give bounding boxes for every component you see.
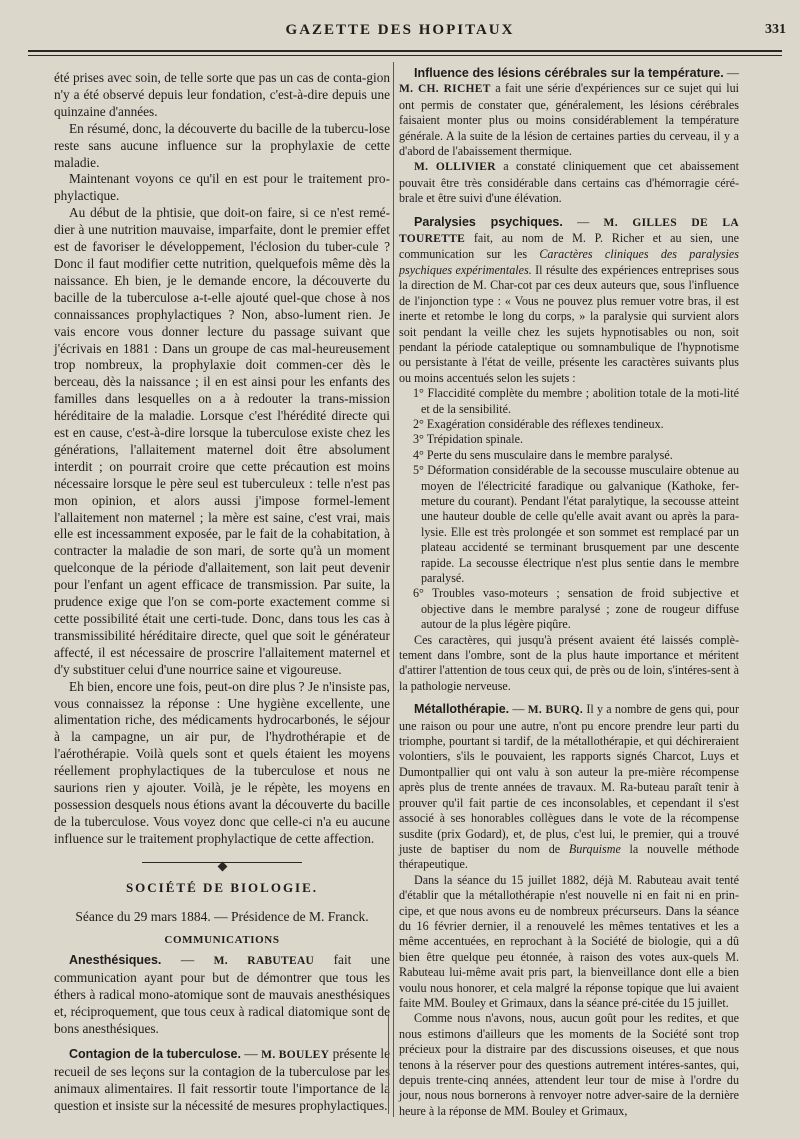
item-text: fait, au nom de M. P. Richer et au sien, une communication sur les [399,231,739,262]
paragraph: Comme nous n'avons, nous, aucun goût pour les redites, et que nous estimons d'ailleurs que les moments de la Société sont trop précieux pour la distraire par des discussions oiseuses, et que nous tenons à la réserver pour des questions autrement intéres-santes, qui, depuis trente-cinq années, attendent leur tour de mise à l'ordre du jour, nous nous bornerons à renvoyer notre adver-saire de la dernière heure à la réponse de MM. Bouley et Grimaux, [399,1011,739,1118]
newspaper-title: GAZETTE DES HOPITAUX [285,22,515,38]
list-item: 3° Trépidation spinale. [413,432,523,447]
list-item: 6° Troubles vaso-moteurs ; sensation de froid subjective et objective dans le membre paralysé ; zone de rougeur diffuse autour de la plus légère piqûre. [413,586,739,632]
communication-anesthesiques: Anesthésiques. — M. RABUTEAU fait une communication ayant pour but de démontrer que tous les éthers à radical mono-atomique sont de mauvais anesthésiques et, réciproquement, que tous ceux à radical diatomique sont de bons anesthésiques. [54,952,390,1037]
header-rule-thin [28,55,782,56]
paragraph: Au début de la phtisie, que doit-on faire, si ce n'est remé-dier à une nutrition mauvaise, imparfaite, dont le premier effet est de favoriser le développement, l'éclosion du tuber-cule ? Donc il faut modifier cette nutrition, quelquefois même dès la naissance. Eh bien, je le demande encore, la découverte du bacille de la tuberculose a-t-elle ajouté quel-que chose à nos connaissances prophylactiques ? Non, abso-lument rien. Je vais encore vous donner lecture du passage suivant que j'écrivais en 1881 : Dans un groupe de cas mal-heureusement trop nombreux, la prophylaxie doit commen-cer dès le berceau, dès la naissance ; il en est ainsi pour les enfants des familles dans lesquelles on a à redouter la trans-mission héréditaire de la maladie. Lorsque c'est l'hérédité directe qui est en cause, c'est-à-dire lorsque la tuberculose existe chez les générations, l'allaitement maternel doit être absolument interdit ; on pourrait croire que cette précaution est moins nécessaire lorsque le père seul est tuberculeux : telle n'est pas mon opinion, et alors aussi j'impose formel-lement l'allaitement non maternel ; la mère est saine, c'est vrai, mais elle est incessamment exposée, par le fait de la cohabitation, à contracter la maladie de son mari, de sorte qu'à un moment quelconque de la période d'allaitement, son lait peut devenir pour l'enfant un agent efficace de transmission. Par suite, la prudence exige que l'on se com-porte exactement comme si cette possibilité était une certi-tude. Donc, dans tous les cas à transmissibilité héréditaire directe, quel que soit le générateur affecté, il est nécessaire de proscrire l'allaitement maternel et d'y substituer celui d'une nourrice saine et vigoureuse. [54,205,390,677]
communications-heading: COMMUNICATIONS [164,933,280,946]
communication-ollivier [399,159,739,206]
item-author: M. CH. RICHET [399,83,491,96]
page-number: 331 [765,22,786,37]
item-italic-term: Burquisme [568,841,621,856]
paragraph: été prises avec soin, de telle sorte que pas un cas de conta-gion n'y a été observé depuis leur fondation, c'est-à-dire depuis une quinzaine d'années. [54,70,390,119]
communication-metallotherapie: Métallothérapie. — M. BURQ. Il y a nombre de gens qui, pour une raison ou pour une autre, n'ont pu encore prendre leur parti du triomphe, pourtant si tardif, de la métallothérapie, et qui déchireraient volontiers, s'ils le pouvaient, les rapports signés Charcot, Luys et Dumontpallier qui ont valu à son auteur la pre-mière récompense après plus de trente années de travaux. M. Ra-buteau paraît tenir à prouver qu'il fait partie de ces inconsolables, et cependant il s'est associé à ses honorables collègues dans le vote de la récompense susdite (prix Godard), et, de plus, c'est lui, le premier, qui a trouvé juste de baptiser du nom de Burquisme la nouvelle méthode thérapeutique. [399,702,739,872]
item-author: M. BURQ. [527,704,584,717]
item-text: a constaté cliniquement que cet abaissement pouvait être très considérable dans certains cas d'hémorragie céré-brale et être suivi d'une élévation. [399,159,739,206]
item-text: Il y a nombre de gens qui, pour une raison ou pour une autre, n'ont pu encore prendre leur parti du triomphe, pourtant si tardif, de la métallothérapie, et qui déchireraient volontiers, s'ils le pouvaient, les rapports signés Charcot, Luys et Dumontpallier qui ont valu à son auteur la pre-mière récompense après plus de trente années de travaux. M. Ra-buteau paraît tenir à prouver qu'il fait partie de ces inconsolables, et cependant il s'est associé à ses honorables collègues dans le vote de la récompense susdite (prix Godard), et, de plus, c'est lui, le premier, qui a trouvé juste de baptiser du nom de [399,702,739,856]
margin-bracket [382,1014,389,1114]
masthead [0,14,800,54]
communication-contagion: Contagion de la tuberculose. — M. BOULEY présente le recueil de ses leçons sur la contagion de la tuberculose par les animaux alimentaires. Il fait ressortir toute l'importance de la question et insiste sur la nécessité de mesures prophylactiques. [54,1045,391,1113]
paragraph: Eh bien, encore une fois, peut-on dire plus ? Je n'insiste pas, vous connaissez la réponse : Une hygiène excellente, une alimentation riche, des médicaments hydrocarbonés, le séjour à la campagne, un air pur, de l'hydrothérapie et de l'aérothérapie. Voilà quels sont et quels étaient les moyens réellement prophylactiques de la tuberculose et nous ne saurions rien y ajouter. Voilà, je le répète, les moyens en possession desquels nous étions avant la découverte du bacille de la tuberculose. Vous voyez donc que celle-ci n'a eu aucune influence sur le traitement prophylactique de cette affection. [54,678,390,846]
paragraph: Ces caractères, qui jusqu'à présent avaient été laissés complè-tement dans l'ombre, sont de la plus haute importance et méritent d'attirer l'attention de tous ceux qui, de près ou de loin, s'intéres-sent à la pathologie nerveuse. [399,632,739,693]
item-heading: Paralysies psychiques. [414,214,563,229]
section-title: SOCIÉTÉ DE BIOLOGIE. [125,879,319,895]
item-heading: Métallothérapie. [414,702,510,717]
item-text: présente le recueil de ses leçons sur la contagion de la tuberculose par les animaux alimentaires. Il fait ressortir toute l'importance de la question et insiste sur la nécessité de mesures prophylactiques. [54,1045,391,1113]
item-heading: Contagion de la tuberculose. [69,1046,241,1061]
item-text: la nouvelle méthode thérapeutique. [399,841,739,872]
item-italic-title: Caractères cliniques des paralysies psychiques expérimentales. [399,247,739,277]
list-item: 2° Exagération considérable des réflexes tendineux. [413,416,664,431]
paragraph: Dans la séance du 15 juillet 1882, déjà M. Rabuteau avait tenté d'établir que la métallothérapie n'est nouvelle ni en fait ni en prin-cipe, et que nous avons eu de nombreux précurseurs. Dans la séance du 16 février dernier, il a renouvelé les mêmes tentatives et les a même accentuées, en reprochant à la Société de biologie, qui a dû bien être quelque peu étonnée, à raison des votes aux-quels M. Rabuteau lui-même avait pris part, la bienveillance dont elle a bien voulu nous honorer, et cela malgré la réponse topique que lui avaient faite MM. Bouley et Grimaux, dans la séance pré-citée du 15 juillet. [399,872,739,1010]
item-text: Il résulte des expériences entreprises sous la direction de M. Char-cot par ces deux auteurs que, sous l'influence de l'injonction type : « Vous ne pouvez plus remuer votre bras, il est inerte et retombe le long du corps, » la paralysie qui survient alors soit pendant la veille chez les sujets hypnotisables ou non, soit pendant la période cataleptique ou somnambulique de l'hypnotisme ou persistante à l'état de veille, présente les caractères suivants plus ou moins accentués selon les sujets : [399,262,739,385]
column-divider [393,62,394,1117]
item-heading: Influence des lésions cérébrales sur la température. [414,66,724,80]
list-item: 5° Déformation considérable de la secousse musculaire obtenue au moyen de l'électricité faradique ou galvanique (Kathoke, fer-meture du courant). Pendant l'état paralytique, la secousse atteint une hauteur double de celle qu'elle avait avant ou après la para-lysie. Elle est très prolongée et son sommet est remplacé par un plateau accidenté se terminant brusquement par une descente rapide. La secousse électrique n'est plus sentie dans le membre paralysé. [413,463,739,585]
item-author: M. RABUTEAU [213,955,315,968]
list-item: 4° Perte du sens musculaire dans le membre paralysé. [413,447,673,462]
item-author: M. BOULEY [261,1048,330,1061]
item-author: M. GILLES DE LA TOURETTE [399,216,739,246]
communication-paralysies: Paralysies psychiques. — M. GILLES DE LA TOURETTE fait, au nom de M. P. Richer et au sien, une communication sur les Caractères cliniques des paralysies psychiques expérimentales. Il résulte des expériences entreprises sous la direction de M. Char-cot par ces deux auteurs que, sous l'influence de l'injonction type : « Vous ne pouvez plus remuer votre bras, il est inerte et retombe le long du corps, » la paralysie qui survient alors soit pendant la veille chez les sujets hypnotisables ou non, soit pendant la période cataleptique ou somnambulique de l'hypnotisme ou persistante à l'état de veille, présente les caractères suivants plus ou moins accentués selon les sujets : [399,214,739,385]
right-column [399,66,739,1119]
left-column [54,70,390,1115]
paragraph: Maintenant voyons ce qu'il en est pour le traitement pro-phylactique. [54,171,390,204]
meeting-line: Séance du 29 mars 1884. — Présidence de M. Franck. [75,908,369,924]
item-text: a fait une série d'expériences sur ce sujet qui lui ont permis de constater que, généralement, les lésions cérébrales faisaient monter plus ou moins considérablement la température générale. A la suite de la lésion de certaines parties du cerveau, il y a d'abord de l'abaissement thermique. [399,81,739,159]
section-separator [54,856,390,870]
communication-influence: Influence des lésions cérébrales sur la température. — M. CH. RICHET a fait une série d'expériences sur ce sujet qui lui ont permis de constater que, généralement, les lésions cérébrales faisaient monter plus ou moins considérablement la température générale. A la suite de la lésion de certaines parties du cerveau, il y a d'abord de l'abaissement thermique. [399,66,739,159]
item-author: M. OLLIVIER [414,161,496,174]
item-text: fait une communication ayant pour but de démontrer que tous les éthers à radical mono-atomique sont de mauvais anesthésiques et, réciproquement, que tous ceux à radical diatomique sont de bons anesthésiques. [54,952,390,1037]
header-rule [28,50,782,52]
paragraph: En résumé, donc, la découverte du bacille de la tubercu-lose reste sans aucune influence sur la prophylaxie de cette maladie. [54,120,390,170]
list-item: 1° Flaccidité complète du membre ; abolition totale de la moti-lité et de la sensibilité. [413,386,739,416]
item-heading: Anesthésiques. [69,953,162,968]
